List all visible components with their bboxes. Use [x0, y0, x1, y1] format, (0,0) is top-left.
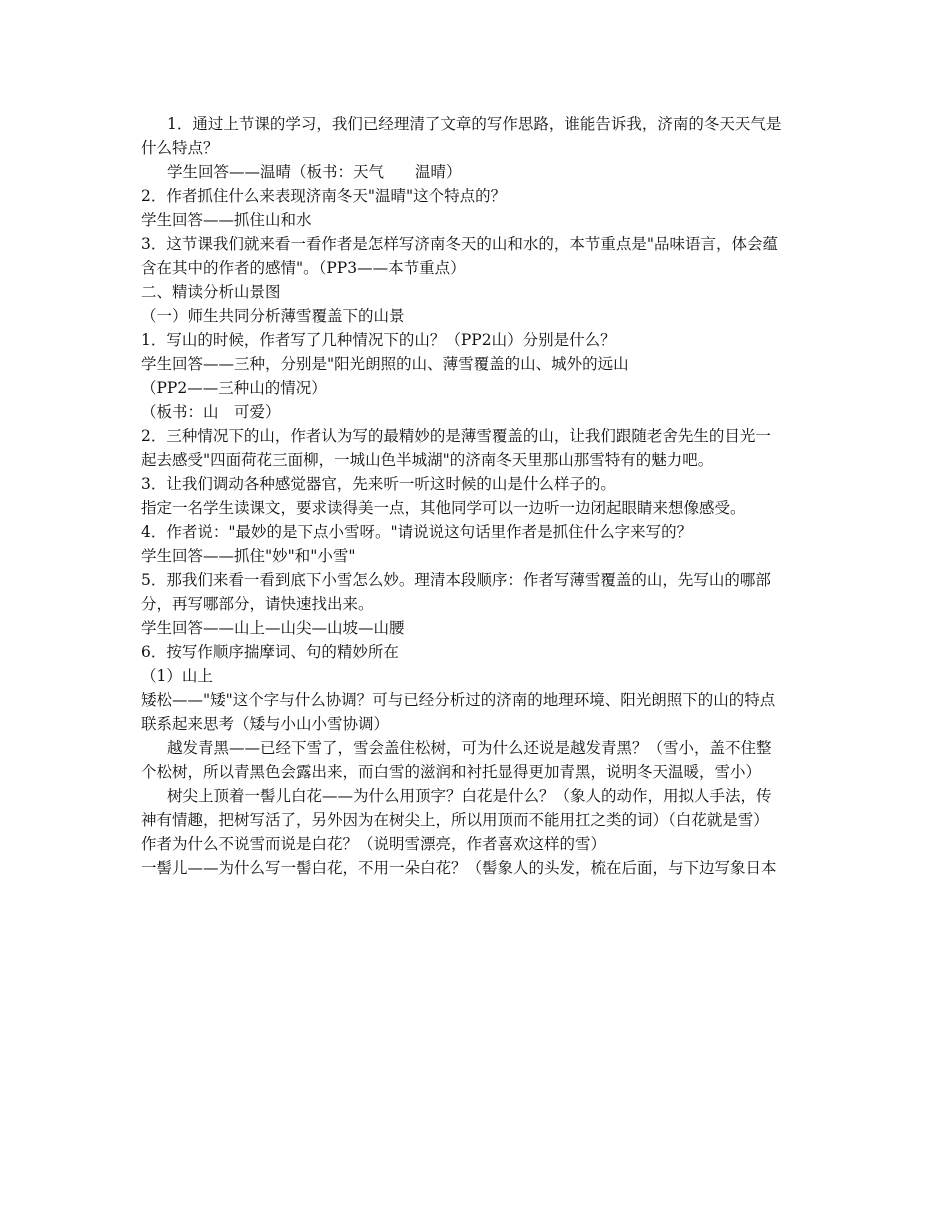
- text-line: 含在其中的作者的感情"。（PP3——本节重点）: [141, 259, 466, 277]
- text-line: 联系起来思考（矮与小山小雪协调）: [141, 715, 390, 733]
- text-line: 5．那我们来看一看到底下小雪怎么妙。理清本段顺序：作者写薄雪覆盖的山，先写山的哪部: [141, 571, 771, 589]
- text-line: 2．作者抓住什么来表现济南冬天"温晴"这个特点的？: [141, 187, 507, 205]
- text-line: 3．让我们调动各种感觉器官，先来听一听这时候的山是什么样子的。: [141, 475, 616, 493]
- text-line: 学生回答——抓住山和水: [141, 211, 312, 229]
- text-line: 作者为什么不说雪而说是白花？（说明雪漂亮，作者喜欢这样的雪）: [141, 835, 607, 853]
- text-line: 6．按写作顺序揣摩词、句的精妙所在: [141, 643, 399, 661]
- text-line: （PP2——三种山的情况）: [141, 379, 327, 397]
- text-line: 个松树，所以青黑色会露出来，而白雪的滋润和衬托显得更加青黑，说明冬天温暖，雪小）: [141, 763, 762, 781]
- text-line: 学生回答——山上—山尖—山坡—山腰: [141, 619, 405, 637]
- subsection-heading: （一）师生共同分析薄雪覆盖下的山景: [141, 307, 405, 325]
- text-line: （板书：山 可爱）: [141, 403, 281, 421]
- text-line: 指定一名学生读课文，要求读得美一点，其他同学可以一边听一边闭起眼睛来想像感受。: [141, 499, 746, 517]
- text-line: 分，再写哪部分，请快速找出来。: [141, 595, 374, 613]
- lesson-text: [141, 112, 813, 880]
- text-line: 1．写山的时候，作者写了几种情况下的山？（PP2山）分别是什么？: [141, 331, 616, 349]
- text-line: 什么特点？: [141, 139, 219, 157]
- text-line: 学生回答——三种，分别是"阳光朗照的山、薄雪覆盖的山、城外的远山: [141, 355, 629, 373]
- text-line: 4．作者说："最妙的是下点小雪呀。"请说说这句话里作者是抓住什么字来写的？: [141, 523, 693, 541]
- text-line: 越发青黑——已经下雪了，雪会盖住松树，可为什么还说是越发青黑？（雪小，盖不住整: [167, 739, 772, 757]
- text-line: 神有情趣，把树写活了，另外因为在树尖上，所以用顶而不能用扛之类的词）（白花就是雪）: [141, 811, 769, 829]
- text-line: 学生回答——温晴（板书：天气 温晴）: [167, 163, 462, 181]
- section-heading: 二、精读分析山景图: [141, 283, 281, 301]
- text-line: 1．通过上节课的学习，我们已经理清了文章的写作思路，谁能告诉我，济南的冬天天气是: [167, 115, 782, 133]
- text-line: 2．三种情况下的山，作者认为写的最精妙的是薄雪覆盖的山，让我们跟随老舍先生的目光一: [141, 427, 771, 445]
- text-line: 起去感受"四面荷花三面柳，一城山色半城湖"的济南冬天里那山那雪特有的魅力吧。: [141, 451, 714, 469]
- text-line: 学生回答——抓住"妙"和"小雪": [141, 547, 356, 565]
- text-line: 一髻儿——为什么写一髻白花，不用一朵白花？（髻象人的头发，梳在后面，与下边写象日本: [141, 859, 777, 877]
- text-line: （1）山上: [141, 667, 213, 685]
- text-line: 矮松——"矮"这个字与什么协调？可与已经分析过的济南的地理环境、阳光朗照下的山的特点: [141, 691, 776, 709]
- text-line: 树尖上顶着一髻儿白花——为什么用顶字？白花是什么？（象人的动作，用拟人手法，传: [167, 787, 772, 805]
- text-line: 3．这节课我们就来看一看作者是怎样写济南冬天的山和水的，本节重点是"品味语言，体会蕴: [141, 235, 778, 253]
